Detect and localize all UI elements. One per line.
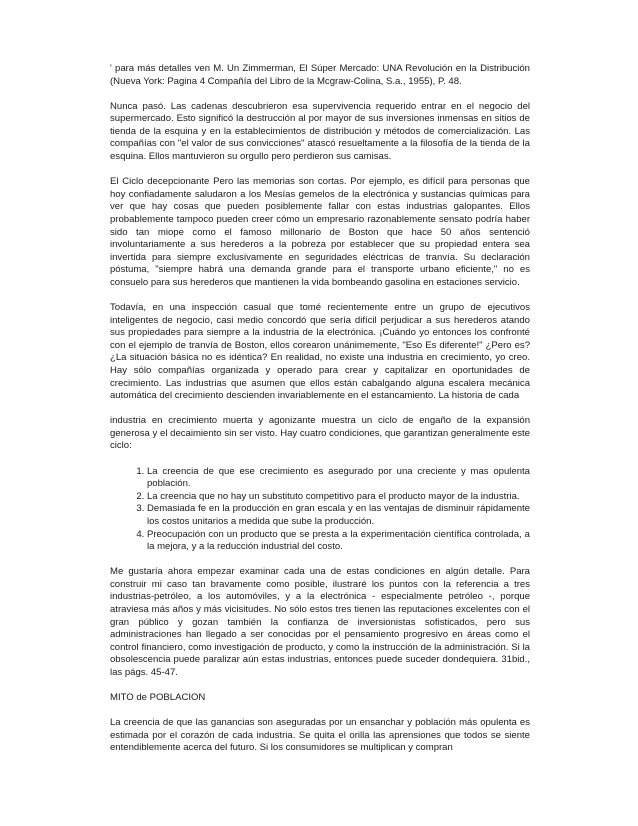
paragraph-examine-conditions: Me gustaría ahora empezar examinar cada una de estas condiciones en algún detalle. Para construir mi caso tan bravamente como posible, ilustraré los puntos con la referencia a tres industrias-petróleo, a los automóviles, y a la electrónica - especialmente petróleo -, porque atraviesa más años y más vicisitudes. No sólo estos tres tienen las reputaciones excelentes con el gran público y gozan también la confianza de inversionistas sofisticados, pero sus administraciones han llegado a ser conocidas por el pensamiento progresivo en áreas como el control financiero, como investigación de producto, y como la instrucción de la administración. Si la obsolescencia puede paralizar aún estas industrias, entonces puede suceder dondequiera. 31bid., las págs. 45-47. xyxy=(110,566,530,678)
paragraph-population-myth: La creencia de que las ganancias son aseguradas por un ensanchar y población más opulenta es estimada por el corazón de cada industria. Se quita el orilla las aprensiones que todos se siente entendiblemente acerca del futuro. Si los consumidores se multiplican y compran xyxy=(110,717,530,754)
conditions-list xyxy=(110,466,530,554)
footnote-paragraph: ' para más detalles ven M. Un Zimmerman, El Súper Mercado: UNA Revolución en la Distribución (Nueva York: Pagina 4 Compañía del Libro de la Mcgraw-Colina, S.a., 1955), P. 48. xyxy=(110,63,530,87)
paragraph-inspection: Todavía, en una inspección casual que tomé recientemente entre un grupo de ejecutivos inteligentes de negocio, casi medio concordó que sería difícil perjudicar a sus herederos atando sus propiedades para siempre a la industria de la electrónica. ¡Cuándo yo entonces los confronté con el ejemplo de tranvía de Boston, ellos corearon unánimemente, "Eso Es diferente!" ¿Pero es? ¿La situación básica no es idéntica? En realidad, no existe una industria en crecimiento, yo creo. Hay sólo compañías organizada y operado para crear y capitalizar en oportunidades de crecimiento. Las industrias que asumen que ellos están cabalgando alguna escalera mecánica automática del crecimiento descienden invariablemente en el estancamiento. La historia de cada xyxy=(110,302,530,402)
paragraph-chains: Nunca pasó. Las cadenas descubrieron esa supervivencia requerido entrar en el negocio del supermercado. Esto significó la destrucción al por mayor de sus inversiones inmensas en sitios de tienda de la esquina y en la establecimientos de distribución y métodos de comercialización. Las compañías con "el valor de sus convicciones" atascó resueltamente a la filosofía de la tienda de la esquina. Ellos mantuvieron su orgullo pero perdieron sus camisas. xyxy=(110,100,530,163)
list-item: 2. La creencia que no hay un substituto competitivo para el producto mayor de la industria. xyxy=(147,491,530,504)
list-item: 3. Demasiada fe en la producción en gran escala y en las ventajas de disminuir rápidamente los costos unitarios a medida que sube la producción. xyxy=(147,503,530,528)
paragraph-four-conditions: industria en crecimiento muerta y agonizante muestra un ciclo de engaño de la expansión generosa y el decaimiento sin ser visto. Hay cuatro condiciones, que garantizan generalmente este ciclo: xyxy=(110,415,530,452)
document-page xyxy=(110,63,530,767)
paragraph-disappointing-cycle: El Ciclo decepcionante Pero las memorias son cortas. Por ejemplo, es difícil para personas que hoy confiadamente saludaron a los Mesías gemelos de la electrónica y sustancias químicas para ver que hay cosas que pueden posiblemente fallar con estas industrias galopantes. Ellos probablemente tampoco pueden creer cómo un empresario razonablemente sensato podría haber sido tan miope como el famoso millonario de Boston que hace 50 años sentenció involuntariamente a sus herederos a la pobreza por establecer que su propiedad entera sea invertida para siempre exclusivamente en seguridades eléctricas de tranvía. Su declaración póstuma, "siempre habrá una demanda grande para el transporte urbano eficiente," no es consuelo para sus herederos que mantienen la vida bombeando gasolina en estaciones servicio. xyxy=(110,176,530,288)
list-item: 1. La creencia de que ese crecimiento es asegurado por una creciente y mas opulenta población. xyxy=(147,466,530,491)
list-item: 4. Preocupación con un producto que se presta a la experimentación científica controlada, a la mejora, y a la reducción industrial del costo. xyxy=(147,529,530,554)
section-heading: MITO de POBLACION xyxy=(110,692,206,704)
